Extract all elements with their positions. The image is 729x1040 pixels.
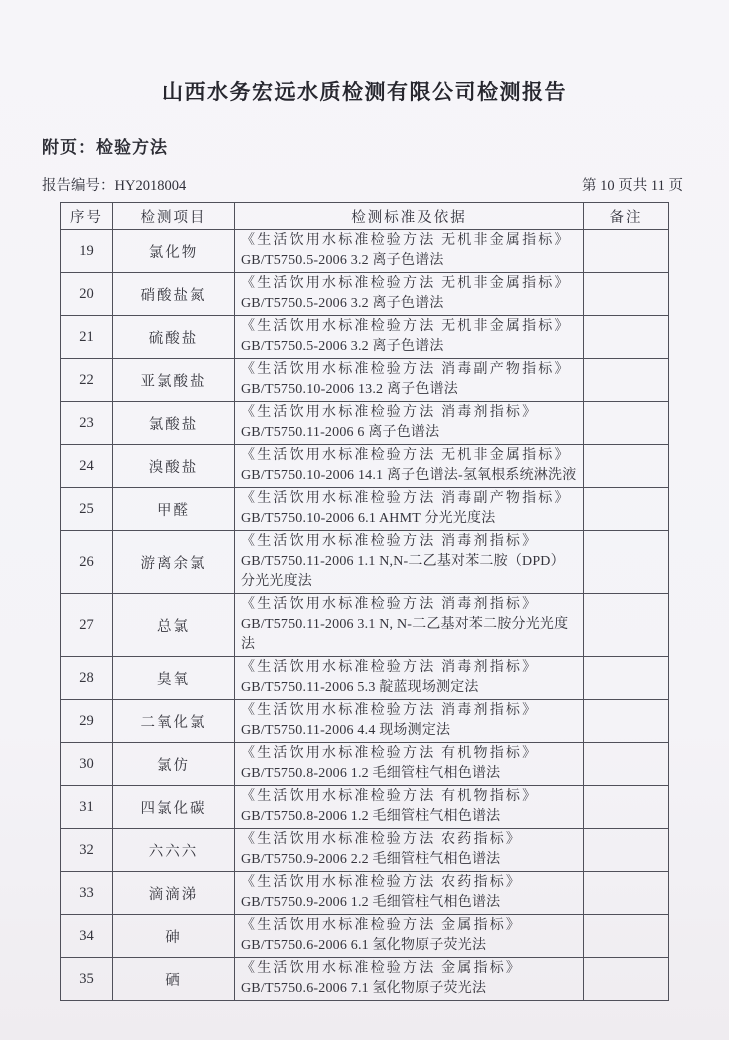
row-number-cell [61, 531, 113, 594]
methods-table-body [61, 230, 669, 1001]
item-cell [113, 531, 235, 594]
standard-cell [235, 700, 584, 743]
note-cell [584, 872, 669, 915]
row-number-cell [61, 700, 113, 743]
note-cell [584, 445, 669, 488]
table-row [61, 958, 669, 1001]
item-cell [113, 915, 235, 958]
row-number-cell [61, 230, 113, 273]
item-cell [113, 273, 235, 316]
standard-cell [235, 316, 584, 359]
standard-cell [235, 594, 584, 657]
note-cell [584, 958, 669, 1001]
standard-cell [235, 743, 584, 786]
item-name: 六六六 [148, 843, 199, 860]
note-cell [584, 786, 669, 829]
item-cell [113, 700, 235, 743]
standard-title: 《生活饮用水标准检验方法 有机物指标》 [241, 789, 539, 804]
note-cell [584, 531, 669, 594]
page-indicator: 第 10 页共 11 页 [582, 178, 683, 194]
table-row [61, 273, 669, 316]
note-cell [584, 273, 669, 316]
note-cell [584, 488, 669, 531]
row-number: 30 [79, 755, 94, 772]
table-row [61, 872, 669, 915]
table-row [61, 402, 669, 445]
item-cell [113, 743, 235, 786]
standard-method: GB/T5750.9-2006 2.2 毛细管柱气相色谱法 [241, 852, 501, 867]
row-number-cell [61, 273, 113, 316]
table-row [61, 359, 669, 402]
report-title: 山西水务宏远水质检测有限公司检测报告 [162, 80, 567, 104]
row-number-cell [61, 316, 113, 359]
standard-title: 《生活饮用水标准检验方法 消毒剂指标》 [241, 703, 539, 718]
item-name: 氯仿 [157, 757, 190, 774]
standard-method: GB/T5750.10-2006 6.1 AHMT 分光光度法 [241, 511, 496, 526]
item-cell [113, 872, 235, 915]
row-number: 27 [79, 616, 94, 633]
meta-row [42, 174, 683, 195]
standard-title: 《生活饮用水标准检验方法 无机非金属指标》 [241, 319, 571, 334]
row-number-cell [61, 872, 113, 915]
standard-method: GB/T5750.10-2006 13.2 离子色谱法 [241, 382, 458, 397]
standard-method: GB/T5750.6-2006 7.1 氢化物原子荧光法 [241, 981, 487, 996]
report-number [42, 174, 186, 195]
row-number-cell [61, 594, 113, 657]
standard-cell [235, 230, 584, 273]
note-cell [584, 402, 669, 445]
standard-method: GB/T5750.11-2006 1.1 N,N-二乙基对苯二胺（DPD）分光光度法 [241, 554, 565, 589]
header-item: 检测项目 [113, 203, 235, 230]
standard-cell [235, 657, 584, 700]
standard-cell [235, 273, 584, 316]
item-name: 甲醛 [157, 502, 190, 519]
item-cell [113, 359, 235, 402]
standard-title: 《生活饮用水标准检验方法 消毒剂指标》 [241, 534, 539, 549]
item-cell [113, 445, 235, 488]
note-cell [584, 915, 669, 958]
standard-cell [235, 531, 584, 594]
standard-method: GB/T5750.5-2006 3.2 离子色谱法 [241, 253, 444, 268]
standard-title: 《生活饮用水标准检验方法 金属指标》 [241, 961, 523, 976]
row-number: 31 [79, 798, 94, 815]
standard-title: 《生活饮用水标准检验方法 消毒副产物指标》 [241, 491, 571, 506]
report-number-label: 报告编号： [42, 178, 115, 194]
standard-title: 《生活饮用水标准检验方法 消毒副产物指标》 [241, 362, 571, 377]
table-row [61, 657, 669, 700]
item-name: 硫酸盐 [148, 330, 199, 347]
header-no: 序号 [61, 203, 113, 230]
table-row [61, 488, 669, 531]
item-name: 氯化物 [148, 244, 199, 261]
table-row [61, 915, 669, 958]
table-row [61, 786, 669, 829]
row-number: 35 [79, 970, 94, 987]
item-cell [113, 594, 235, 657]
standard-cell [235, 402, 584, 445]
row-number: 22 [79, 371, 94, 388]
note-cell [584, 657, 669, 700]
row-number-cell [61, 915, 113, 958]
standard-method: GB/T5750.11-2006 6 离子色谱法 [241, 425, 440, 440]
item-name: 四氯化碳 [140, 800, 207, 817]
item-cell [113, 958, 235, 1001]
row-number: 29 [79, 712, 94, 729]
row-number-cell [61, 402, 113, 445]
standard-cell [235, 915, 584, 958]
standard-cell [235, 829, 584, 872]
item-name: 溴酸盐 [148, 459, 199, 476]
item-name: 二氧化氯 [140, 714, 207, 731]
item-cell [113, 786, 235, 829]
row-number: 33 [79, 884, 94, 901]
note-cell [584, 359, 669, 402]
table-row [61, 230, 669, 273]
table-row [61, 594, 669, 657]
standard-cell [235, 786, 584, 829]
standard-title: 《生活饮用水标准检验方法 无机非金属指标》 [241, 276, 571, 291]
item-cell [113, 402, 235, 445]
row-number: 19 [79, 242, 94, 259]
note-cell [584, 743, 669, 786]
row-number-cell [61, 786, 113, 829]
item-cell [113, 657, 235, 700]
table-row [61, 743, 669, 786]
header-note: 备注 [584, 203, 669, 230]
item-name: 滴滴涕 [148, 886, 199, 903]
item-cell [113, 829, 235, 872]
row-number-cell [61, 445, 113, 488]
item-cell [113, 316, 235, 359]
item-cell [113, 230, 235, 273]
standard-title: 《生活饮用水标准检验方法 农药指标》 [241, 832, 523, 847]
standard-method: GB/T5750.5-2006 3.2 离子色谱法 [241, 296, 444, 311]
methods-table [60, 202, 669, 1001]
row-number: 24 [79, 457, 94, 474]
note-cell [584, 700, 669, 743]
row-number: 21 [79, 328, 94, 345]
table-row [61, 829, 669, 872]
row-number: 20 [79, 285, 94, 302]
appendix-heading: 附页：检验方法 [42, 138, 168, 157]
standard-method: GB/T5750.11-2006 5.3 靛蓝现场测定法 [241, 680, 479, 695]
standard-title: 《生活饮用水标准检验方法 消毒剂指标》 [241, 405, 539, 420]
row-number-cell [61, 657, 113, 700]
standard-cell [235, 445, 584, 488]
standard-cell [235, 359, 584, 402]
item-name: 砷 [165, 929, 182, 946]
report-number-value: HY2018004 [114, 178, 187, 194]
row-number: 32 [79, 841, 94, 858]
row-number-cell [61, 359, 113, 402]
row-number-cell [61, 829, 113, 872]
row-number: 28 [79, 669, 94, 686]
standard-method: GB/T5750.6-2006 6.1 氢化物原子荧光法 [241, 938, 487, 953]
standard-title: 《生活饮用水标准检验方法 农药指标》 [241, 875, 523, 890]
row-number-cell [61, 743, 113, 786]
standard-title: 《生活饮用水标准检验方法 消毒剂指标》 [241, 597, 539, 612]
standard-title: 《生活饮用水标准检验方法 无机非金属指标》 [241, 448, 571, 463]
standard-title: 《生活饮用水标准检验方法 消毒剂指标》 [241, 660, 539, 675]
header-standard: 检测标准及依据 [235, 203, 584, 230]
row-number: 34 [79, 927, 94, 944]
table-row [61, 316, 669, 359]
table-row [61, 700, 669, 743]
row-number-cell [61, 958, 113, 1001]
table-header-row [61, 203, 669, 230]
item-name: 总氯 [157, 618, 190, 635]
standard-method: GB/T5750.11-2006 3.1 N, N-二乙基对苯二胺分光光度法 [241, 617, 569, 652]
table-row [61, 531, 669, 594]
row-number: 23 [79, 414, 94, 431]
standard-method: GB/T5750.5-2006 3.2 离子色谱法 [241, 339, 444, 354]
standard-title: 《生活饮用水标准检验方法 有机物指标》 [241, 746, 539, 761]
standard-title: 《生活饮用水标准检验方法 无机非金属指标》 [241, 233, 571, 248]
item-cell [113, 488, 235, 531]
item-name: 氯酸盐 [148, 416, 199, 433]
standard-method: GB/T5750.9-2006 1.2 毛细管柱气相色谱法 [241, 895, 501, 910]
item-name: 亚氯酸盐 [140, 373, 207, 390]
standard-cell [235, 872, 584, 915]
note-cell [584, 230, 669, 273]
row-number-cell [61, 488, 113, 531]
item-name: 臭氧 [157, 671, 190, 688]
note-cell [584, 829, 669, 872]
note-cell [584, 594, 669, 657]
row-number: 26 [79, 553, 94, 570]
standard-title: 《生活饮用水标准检验方法 金属指标》 [241, 918, 523, 933]
item-name: 硒 [165, 972, 182, 989]
note-cell [584, 316, 669, 359]
item-name: 硝酸盐氮 [140, 287, 207, 304]
standard-method: GB/T5750.10-2006 14.1 离子色谱法-氢氧根系统淋洗液 [241, 468, 577, 483]
table-row [61, 445, 669, 488]
row-number: 25 [79, 500, 94, 517]
standard-cell [235, 958, 584, 1001]
item-name: 游离余氯 [140, 555, 207, 572]
standard-method: GB/T5750.8-2006 1.2 毛细管柱气相色谱法 [241, 809, 501, 824]
standard-method: GB/T5750.11-2006 4.4 现场测定法 [241, 723, 451, 738]
standard-cell [235, 488, 584, 531]
standard-method: GB/T5750.8-2006 1.2 毛细管柱气相色谱法 [241, 766, 501, 781]
